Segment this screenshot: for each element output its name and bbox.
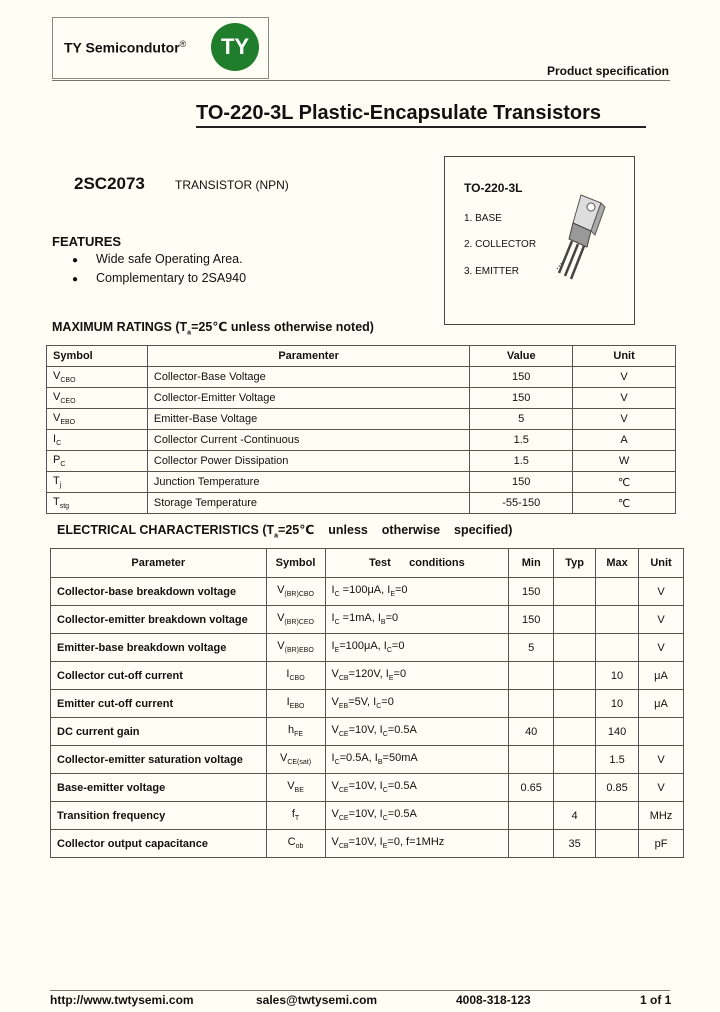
electrical-header-cell: Unit (639, 549, 684, 578)
parameter-cell: Emitter-Base Voltage (147, 409, 469, 430)
condition-text: =0.5A (387, 808, 417, 821)
symbol-subscript: T (294, 815, 300, 823)
parameter-cell: Emitter cut-off current (51, 690, 267, 718)
parameter-cell: Collector-emitter saturation voltage (51, 746, 267, 774)
symbol-subscript: (BR)CEO (284, 619, 314, 627)
min-cell: 150 (509, 578, 554, 606)
condition-text: I (331, 752, 335, 765)
condition-text: =0 (391, 640, 405, 653)
symbol-subscript: EBO (289, 703, 305, 711)
condition-text: =0.5A, I (339, 752, 378, 765)
footer-website-link[interactable]: http://www.twtysemi.com (50, 993, 194, 1007)
to220-package-icon (551, 189, 615, 281)
condition-subscript: CE (338, 815, 349, 823)
max-heading-sub: a (187, 329, 192, 337)
unit-cell: W (573, 451, 676, 472)
parameter-cell: Collector Current -Continuous (147, 430, 469, 451)
max-header-cell: Paramenter (147, 346, 469, 367)
symbol-letter: P (53, 453, 61, 466)
symbol-subscript: j (59, 482, 62, 490)
electrical-header-cell: Symbol (266, 549, 325, 578)
symbol-subscript: CBO (289, 675, 305, 683)
parameter-cell: Collector output capacitance (51, 830, 267, 858)
symbol-letter: I (286, 696, 290, 709)
typ-cell (554, 774, 596, 802)
condition-text: V (331, 668, 339, 681)
feature-item: Complementary to 2SA940 (96, 271, 247, 285)
electrical-header-cell: Max (596, 549, 639, 578)
table-row (51, 718, 684, 746)
test-conditions-cell (325, 802, 509, 830)
min-cell (509, 830, 554, 858)
package-box (444, 156, 635, 325)
max-cell (596, 606, 639, 634)
condition-text: V (331, 780, 339, 793)
max-header-cell: Value (470, 346, 573, 367)
elec-heading-sub: a (274, 532, 279, 540)
electrical-header-cell: Test conditions (325, 549, 509, 578)
symbol-cell (266, 830, 325, 858)
symbol-letter: I (53, 432, 57, 445)
company-name (64, 39, 186, 56)
condition-text: =0 (385, 612, 399, 625)
footer-phone: 4008-318-123 (456, 993, 531, 1007)
title-underline (196, 126, 646, 128)
part-number: 2SC2073 (74, 174, 145, 193)
document-title: TO-220-3L Plastic-Encapsulate Transistors (196, 102, 601, 124)
ty-logo-icon: TY (211, 23, 259, 71)
symbol-letter: C (287, 836, 296, 849)
header-divider (52, 80, 670, 81)
symbol-cell (266, 690, 325, 718)
table-row (51, 634, 684, 662)
unit-cell: A (573, 430, 676, 451)
parameter-cell: Collector-base breakdown voltage (51, 578, 267, 606)
footer-email-link[interactable]: sales@twtysemi.com (256, 993, 378, 1007)
unit-cell: μA (639, 662, 684, 690)
symbol-subscript: BE (294, 787, 304, 795)
symbol-subscript: CBO (60, 377, 76, 385)
symbol-cell (266, 578, 325, 606)
table-row (51, 802, 684, 830)
value-cell: 1.5 (470, 451, 573, 472)
unit-cell: V (573, 409, 676, 430)
condition-text: =0 (381, 696, 394, 709)
symbol-cell (47, 451, 148, 472)
pin-3-label: 3. EMITTER (464, 266, 520, 277)
condition-text: V (331, 724, 339, 737)
max-cell (596, 830, 639, 858)
condition-subscript: CB (338, 675, 349, 683)
min-cell (509, 662, 554, 690)
parameter-cell: Collector cut-off current (51, 662, 267, 690)
symbol-subscript: FE (294, 731, 304, 739)
parameter-cell: Collector-Base Voltage (147, 367, 469, 388)
symbol-letter: I (286, 668, 290, 681)
unit-cell: V (573, 388, 676, 409)
symbol-subscript: (BR)EBO (284, 647, 314, 655)
unit-cell: V (639, 774, 684, 802)
max-cell (596, 634, 639, 662)
symbol-cell (266, 662, 325, 690)
symbol-subscript: CE(sat) (287, 759, 312, 767)
unit-cell: V (573, 367, 676, 388)
bullet-icon: ● (72, 255, 79, 266)
table-row (47, 493, 676, 514)
symbol-cell (47, 493, 148, 514)
table-row (47, 409, 676, 430)
symbol-subscript: C (56, 440, 62, 448)
table-row (51, 606, 684, 634)
typ-cell (554, 746, 596, 774)
condition-subscript: C (382, 731, 388, 739)
typ-cell (554, 606, 596, 634)
symbol-letter: V (53, 369, 61, 382)
condition-subscript: C (386, 647, 392, 655)
max-cell (596, 802, 639, 830)
table-row (51, 830, 684, 858)
max-ratings-heading (52, 319, 374, 337)
value-cell: 5 (470, 409, 573, 430)
symbol-cell (266, 606, 325, 634)
condition-subscript: E (390, 591, 395, 599)
symbol-cell (47, 409, 148, 430)
symbol-letter: T (53, 474, 60, 487)
unit-cell: V (639, 746, 684, 774)
table-row (51, 662, 684, 690)
typ-cell: 4 (554, 802, 596, 830)
symbol-cell (47, 367, 148, 388)
max-cell: 140 (596, 718, 639, 746)
symbol-letter: V (53, 411, 61, 424)
footer-divider (50, 990, 670, 991)
condition-text: =100μA, I (339, 640, 387, 653)
typ-cell (554, 634, 596, 662)
condition-subscript: B (380, 619, 386, 627)
company-logo-box (52, 17, 269, 79)
condition-text: =0, f=1MHz (387, 836, 445, 849)
table-row (51, 746, 684, 774)
condition-text: =100μA, I (339, 584, 391, 597)
value-cell: 1.5 (470, 430, 573, 451)
condition-text: =50mA (382, 752, 418, 765)
unit-cell: μA (639, 690, 684, 718)
unit-cell: pF (639, 830, 684, 858)
condition-subscript: E (388, 675, 394, 683)
test-conditions-cell (325, 774, 509, 802)
table-row (51, 774, 684, 802)
symbol-letter: h (287, 724, 295, 737)
min-cell (509, 690, 554, 718)
condition-text: =0.5A (387, 724, 417, 737)
parameter-cell: Transition frequency (51, 802, 267, 830)
max-cell: 10 (596, 690, 639, 718)
symbol-cell (47, 388, 148, 409)
max-ratings-table (46, 345, 676, 514)
test-conditions-cell (325, 578, 509, 606)
symbol-subscript: CEO (60, 398, 76, 406)
min-cell (509, 746, 554, 774)
min-cell: 0.65 (509, 774, 554, 802)
condition-subscript: CE (338, 787, 349, 795)
feature-item: Wide safe Operating Area. (96, 252, 243, 266)
condition-text: =1mA, I (339, 612, 381, 625)
condition-subscript: C (334, 759, 340, 767)
condition-text: =10V, I (348, 836, 383, 849)
symbol-subscript: stg (59, 503, 70, 511)
condition-text: =10V, I (348, 724, 383, 737)
test-conditions-cell (325, 718, 509, 746)
condition-subscript: C (382, 787, 388, 795)
condition-subscript: E (382, 843, 388, 851)
symbol-subscript: (BR)CBO (284, 591, 314, 599)
test-conditions-cell (325, 746, 509, 774)
parameter-cell: DC current gain (51, 718, 267, 746)
condition-text: =120V, I (348, 668, 389, 681)
symbol-letter: V (279, 752, 288, 765)
elec-heading-pre: ELECTRICAL CHARACTERISTICS (T (57, 523, 275, 537)
condition-text: I (331, 612, 335, 625)
condition-text: V (331, 836, 339, 849)
max-cell: 1.5 (596, 746, 639, 774)
max-header-cell: Symbol (47, 346, 148, 367)
symbol-subscript: ob (295, 843, 304, 851)
symbol-subscript: EBO (60, 419, 76, 427)
parameter-cell: Collector-Emitter Voltage (147, 388, 469, 409)
unit-cell: MHz (639, 802, 684, 830)
typ-cell (554, 578, 596, 606)
min-cell: 5 (509, 634, 554, 662)
value-cell: 150 (470, 367, 573, 388)
condition-subscript: CB (338, 843, 349, 851)
table-row (51, 690, 684, 718)
max-cell (596, 578, 639, 606)
table-row (47, 388, 676, 409)
test-conditions-cell (325, 634, 509, 662)
typ-cell (554, 718, 596, 746)
pin-2-label: 2. COLLECTOR (464, 239, 537, 250)
electrical-header-cell: Parameter (51, 549, 267, 578)
parameter-cell: Collector-emitter breakdown voltage (51, 606, 267, 634)
electrical-header-cell: Typ (554, 549, 596, 578)
symbol-letter: V (53, 390, 61, 403)
unit-cell: V (639, 606, 684, 634)
condition-text: I (331, 584, 335, 597)
unit-cell: ℃ (573, 472, 676, 493)
symbol-letter: T (53, 495, 60, 508)
symbol-letter: V (277, 612, 285, 625)
electrical-header-cell: Min (509, 549, 554, 578)
condition-text: =0.5A (387, 780, 417, 793)
footer-page-number: 1 of 1 (640, 993, 672, 1007)
test-conditions-cell (325, 690, 509, 718)
features-heading: FEATURES (52, 234, 122, 249)
condition-subscript: CE (338, 731, 349, 739)
condition-subscript: C (334, 619, 340, 627)
symbol-letter: V (277, 640, 285, 653)
table-row (51, 578, 684, 606)
test-conditions-cell (325, 830, 509, 858)
max-header-cell: Unit (573, 346, 676, 367)
symbol-subscript: C (60, 461, 66, 469)
condition-text: =10V, I (348, 780, 383, 793)
condition-text: V (331, 696, 339, 709)
condition-subscript: E (334, 647, 340, 655)
package-name: TO-220-3L (464, 181, 523, 195)
symbol-cell (266, 774, 325, 802)
condition-text: I (331, 640, 335, 653)
condition-subscript: EB (338, 703, 349, 711)
test-conditions-cell (325, 606, 509, 634)
symbol-letter: f (291, 808, 295, 821)
table-row (47, 472, 676, 493)
unit-cell: ℃ (573, 493, 676, 514)
registered-mark: ® (179, 39, 187, 49)
parameter-cell: Base-emitter voltage (51, 774, 267, 802)
min-cell: 150 (509, 606, 554, 634)
product-specification-label: Product specification (546, 64, 669, 78)
unit-cell: V (639, 634, 684, 662)
company-name-text: TY Semicondutor (64, 39, 180, 56)
symbol-cell (47, 472, 148, 493)
max-heading-pre: MAXIMUM RATINGS (T (52, 320, 188, 334)
condition-text: =10V, I (348, 808, 383, 821)
value-cell: 150 (470, 472, 573, 493)
min-cell: 40 (509, 718, 554, 746)
table-row (47, 430, 676, 451)
max-heading-post: =25℃ unless otherwise noted) (191, 320, 374, 334)
value-cell: 150 (470, 388, 573, 409)
symbol-cell (47, 430, 148, 451)
symbol-cell (266, 746, 325, 774)
condition-text: =0 (394, 584, 408, 597)
part-type: TRANSISTOR (NPN) (175, 178, 289, 192)
bullet-icon: ● (72, 274, 79, 285)
condition-subscript: C (382, 815, 388, 823)
typ-cell: 35 (554, 830, 596, 858)
electrical-characteristics-table (50, 548, 684, 858)
pin-1-label: 1. BASE (464, 213, 502, 224)
condition-text: V (331, 808, 339, 821)
max-ratings-header-row (47, 346, 676, 367)
unit-cell: V (639, 578, 684, 606)
electrical-characteristics-heading (57, 522, 512, 540)
min-cell (509, 802, 554, 830)
typ-cell (554, 662, 596, 690)
parameter-cell: Junction Temperature (147, 472, 469, 493)
symbol-letter: V (287, 780, 295, 793)
symbol-cell (266, 718, 325, 746)
elec-heading-post: =25℃ unless otherwise specified) (278, 523, 513, 537)
parameter-cell: Collector Power Dissipation (147, 451, 469, 472)
table-row (47, 367, 676, 388)
symbol-cell (266, 634, 325, 662)
symbol-cell (266, 802, 325, 830)
condition-text: =0 (393, 668, 407, 681)
condition-subscript: C (334, 591, 340, 599)
table-row (47, 451, 676, 472)
symbol-letter: V (277, 584, 285, 597)
condition-subscript: B (377, 759, 383, 767)
value-cell: -55-150 (470, 493, 573, 514)
electrical-header-row (51, 549, 684, 578)
max-cell: 0.85 (596, 774, 639, 802)
unit-cell (639, 718, 684, 746)
parameter-cell: Storage Temperature (147, 493, 469, 514)
test-conditions-cell (325, 662, 509, 690)
typ-cell (554, 690, 596, 718)
condition-subscript: C (376, 703, 382, 711)
max-cell: 10 (596, 662, 639, 690)
condition-text: =5V, I (348, 696, 377, 709)
parameter-cell: Emitter-base breakdown voltage (51, 634, 267, 662)
